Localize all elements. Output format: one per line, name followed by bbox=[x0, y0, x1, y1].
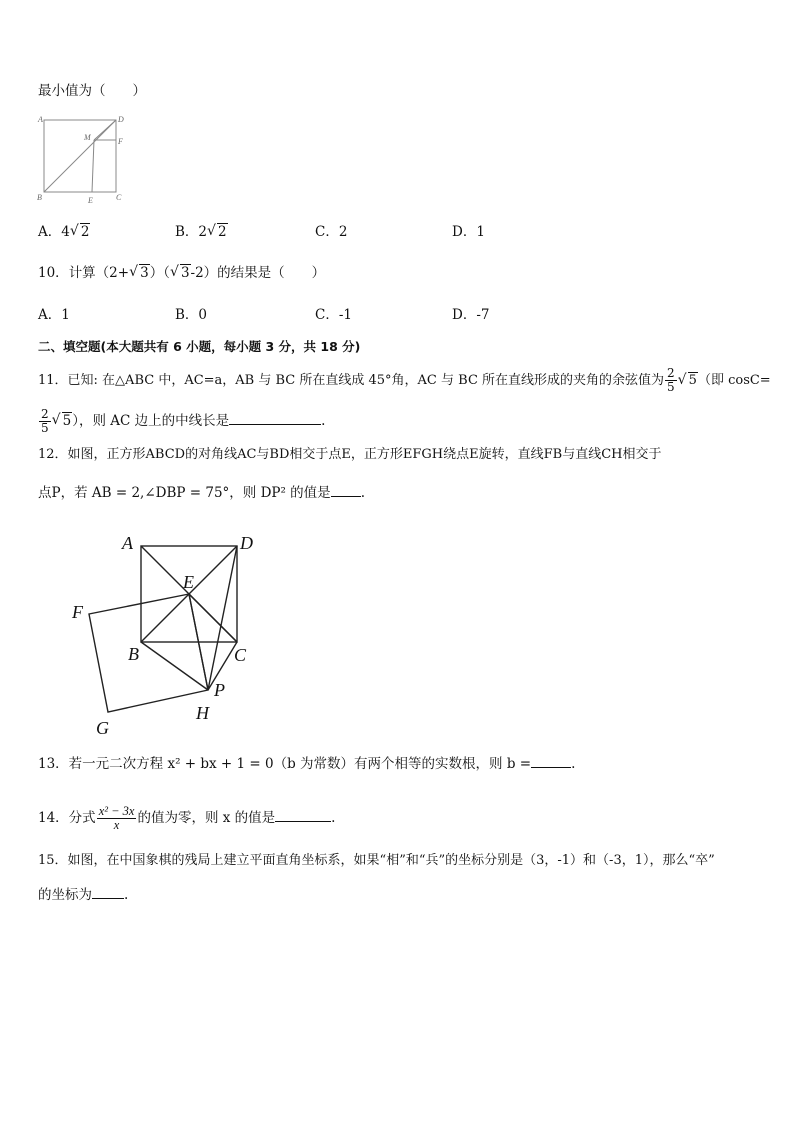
q11-answer-blank[interactable] bbox=[229, 411, 321, 425]
q12-label-f: F bbox=[72, 602, 83, 622]
q9-label-c: C bbox=[116, 193, 122, 202]
q12-label-b: B bbox=[128, 644, 139, 664]
q9-label-e: E bbox=[88, 196, 93, 205]
q13-stem: 13．若一元二次方程 x² + bx + 1 = 0（b 为常数）有两个相等的实数根，则 b = . bbox=[38, 756, 576, 772]
q15-line1: 15．如图，在中国象棋的残局上建立平面直角坐标系，如果“相”和“兵”的坐标分别是（3，-1）和（-3，1），那么“卒” bbox=[38, 853, 715, 868]
q12-label-p: P bbox=[214, 680, 225, 700]
q12-line1: 12．如图，正方形ABCD的对角线AC与BD相交于点E，正方形EFGH绕点E旋转，直线FB与直线CH相交于 bbox=[38, 447, 662, 462]
q9-option-b: B．2√ 2 bbox=[175, 223, 228, 241]
q10-option-a: A．1 bbox=[38, 307, 70, 323]
q11-line2: $\frac{2}{5}$ √ 5），则 AC 边上的中线长是 . bbox=[38, 408, 325, 435]
q12-label-d: D bbox=[240, 533, 253, 553]
q15-answer-blank[interactable] bbox=[92, 885, 124, 899]
q9-label-m: M bbox=[84, 133, 91, 142]
q10-option-c: C．-1 bbox=[315, 307, 352, 323]
q9-label-a: A bbox=[38, 115, 43, 124]
q11-line1: 11．已知: 在△ABC 中，AC=a，AB 与 BC 所在直线成 45°角，AC 与 BC 所在直线形成的夹角的余弦值为 $\frac{2}{5}$ √ 5（即 cosC= bbox=[38, 367, 771, 394]
q12-label-c: C bbox=[234, 645, 247, 665]
q15-line2: 的坐标为 . bbox=[38, 887, 129, 903]
q12-answer-blank[interactable] bbox=[331, 483, 361, 497]
q9-label-b: B bbox=[37, 193, 42, 202]
q10-option-d: D．-7 bbox=[452, 307, 490, 323]
q9-label-f: F bbox=[118, 137, 123, 146]
q9-figure bbox=[36, 112, 130, 206]
q9-option-a: A．4√ 2 bbox=[38, 223, 90, 241]
q12-label-g: G bbox=[96, 718, 109, 738]
q12-label-a: A bbox=[122, 533, 133, 553]
q10-option-b: B．0 bbox=[175, 307, 208, 323]
q9-option-d: D．1 bbox=[452, 224, 485, 240]
q13-answer-blank[interactable] bbox=[531, 754, 571, 768]
q12-label-h: H bbox=[196, 703, 209, 723]
q12-figure bbox=[66, 530, 266, 740]
section-title: 二、填空题(本大题共有 6 小题，每小题 3 分，共 18 分) bbox=[38, 339, 361, 354]
q10-stem: 10．计算（2+√ 3）（√ 3-2）的结果是（ ） bbox=[38, 264, 325, 282]
q12-label-e: E bbox=[183, 572, 194, 592]
q9-option-c: C．2 bbox=[315, 224, 348, 240]
q9-stem-tail: 最小值为（ ） bbox=[38, 83, 146, 99]
q9-label-d: D bbox=[118, 115, 124, 124]
q14-stem: 14．分式 $\frac{\text{x² − 3x}}{x}$ 的值为零，则 x 的值是 . bbox=[38, 804, 336, 832]
q14-answer-blank[interactable] bbox=[275, 808, 331, 822]
q12-line2: 点P，若 AB = 2,∠DBP = 75°，则 DP² 的值是 . bbox=[38, 485, 365, 501]
